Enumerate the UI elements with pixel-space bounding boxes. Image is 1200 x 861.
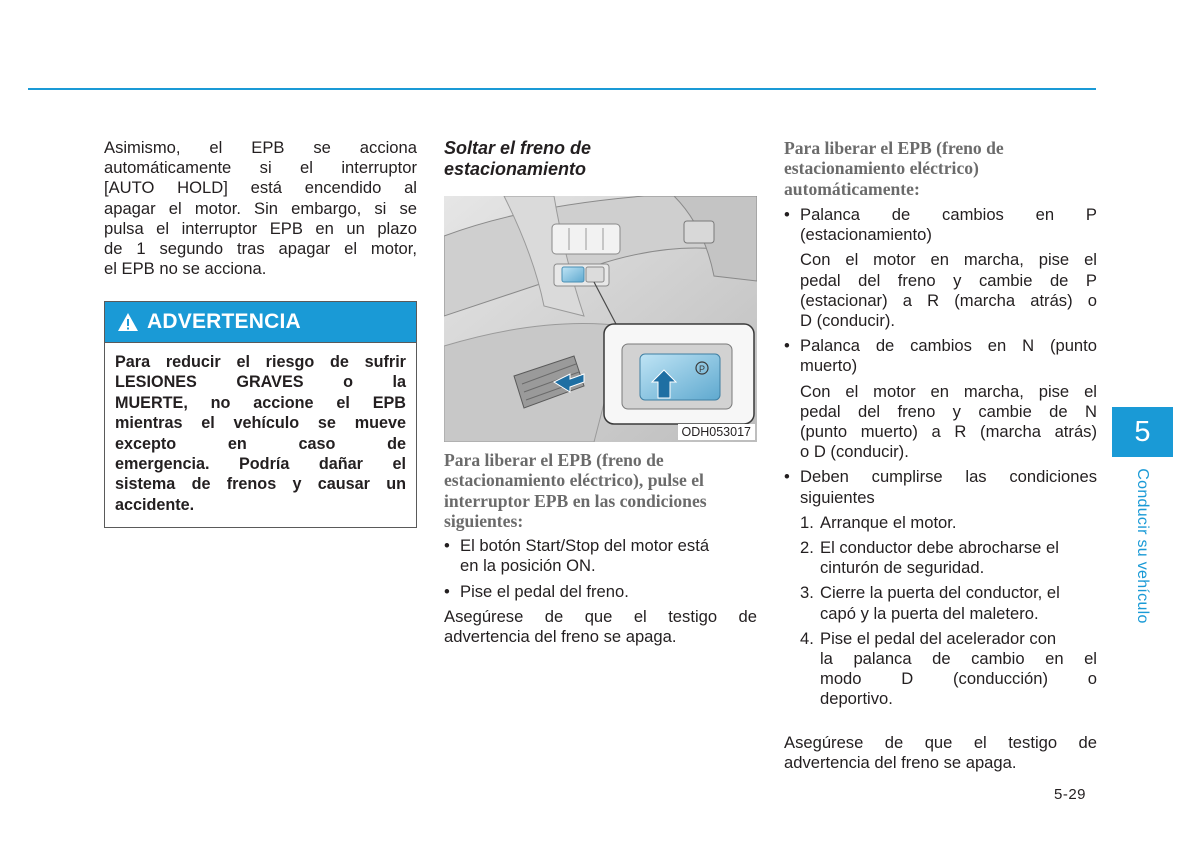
svg-text:P: P <box>699 364 706 374</box>
warning-text <box>105 343 416 515</box>
heading-line: Para liberar el EPB (freno de <box>444 450 664 470</box>
epb-switch-illustration <box>444 196 757 442</box>
detail-line: pedal del freno y cambie de N <box>800 401 1097 421</box>
text-line: de 1 segundo tras apagar el motor, <box>104 239 417 259</box>
list-item-line: muerto) <box>800 356 858 376</box>
bullet-dot: • <box>444 581 450 601</box>
heading-line: siguientes: <box>444 510 524 531</box>
text-line: el EPB no se acciona. <box>104 259 267 279</box>
text-line: Asegúrese de que el testigo de <box>784 732 1097 752</box>
list-item <box>784 205 1097 245</box>
heading-line: estacionamiento eléctrico) <box>784 158 979 179</box>
warning-line: LESIONES GRAVES o la <box>115 373 406 392</box>
intro-paragraph <box>104 138 417 279</box>
list-item-line: Palanca de cambios en P <box>800 204 1097 224</box>
bullet-dot: • <box>444 536 450 556</box>
heading-line: automáticamente: <box>784 178 920 199</box>
section-subhead <box>444 138 757 180</box>
list-item-line: El botón Start/Stop del motor está <box>460 536 710 556</box>
chapter-tab <box>1112 407 1173 457</box>
list-item <box>444 582 757 602</box>
warning-line: MUERTE, no accione el EPB <box>115 393 406 412</box>
column-1 <box>104 138 417 279</box>
closing-paragraph <box>784 733 1097 773</box>
item-number: 3. <box>800 583 814 603</box>
list-item-line: siguientes <box>800 487 875 507</box>
numbered-line: Pise el pedal del acelerador con <box>820 628 1057 648</box>
dashboard-illustration-svg <box>444 196 757 442</box>
numbered-item <box>784 629 1097 710</box>
numbered-line: Arranque el motor. <box>820 512 957 532</box>
detail-line: (punto muerto) a R (marcha atrás) <box>800 421 1097 441</box>
detail-line: pedal del freno y cambie de P <box>800 270 1097 290</box>
list-item <box>784 336 1097 376</box>
figure-code: ODH053017 <box>678 424 756 440</box>
detail-line: o D (conducir). <box>800 442 909 462</box>
subhead-line: estacionamiento <box>444 159 587 179</box>
heading-line: Para liberar el EPB (freno de <box>784 138 1004 158</box>
bullet-dot: • <box>784 467 790 487</box>
automatic-release-heading <box>784 138 1097 199</box>
list-item-line: (estacionamiento) <box>800 225 932 245</box>
numbered-line: modo D (conducción) o <box>820 669 1097 689</box>
numbered-line: deportivo. <box>820 689 893 709</box>
text-line: Asegúrese de que el testigo de <box>444 606 757 626</box>
text-line: automáticamente si el interruptor <box>104 158 417 178</box>
list-item-line: Deben cumplirse las condiciones <box>800 467 1097 487</box>
detail-line: D (conducir). <box>800 310 895 330</box>
numbered-item <box>784 583 1097 623</box>
detail-line: Con el motor en marcha, pise el <box>800 250 1097 270</box>
numbered-line: El conductor debe abrocharse el <box>820 537 1059 557</box>
column-2-body <box>444 450 757 647</box>
text-line: pulsa el interruptor EPB en un plazo <box>104 218 417 238</box>
release-conditions-heading <box>444 450 757 531</box>
warning-line: Para reducir el riesgo de sufrir <box>115 353 406 371</box>
warning-title: ADVERTENCIA <box>147 310 301 333</box>
warning-line: excepto en caso de <box>115 434 406 453</box>
item-number: 4. <box>800 628 814 648</box>
numbered-line: cinturón de seguridad. <box>820 558 985 578</box>
page-number: 5-29 <box>1054 786 1087 803</box>
list-item-line: Palanca de cambios en N (punto <box>800 336 1097 356</box>
warning-header <box>105 302 416 343</box>
bullet-dot: • <box>784 204 790 224</box>
list-item-line: Pise el pedal del freno. <box>460 581 629 601</box>
warning-line: mientras el vehículo se mueve <box>115 414 406 433</box>
warning-line: emergencia. Podría dañar el <box>115 455 406 474</box>
subhead-line: Soltar el freno de <box>444 138 592 158</box>
list-item-line: en la posición ON. <box>460 556 596 576</box>
numbered-item <box>784 538 1097 578</box>
numbered-item <box>784 513 1097 533</box>
item-number: 2. <box>800 537 814 557</box>
detail-line: Con el motor en marcha, pise el <box>800 381 1097 401</box>
detail-line: (estacionar) a R (marcha atrás) o <box>800 290 1097 310</box>
heading-line: estacionamiento eléctrico), pulse el <box>444 470 704 491</box>
list-item <box>784 467 1097 507</box>
closing-paragraph <box>444 607 757 647</box>
bullet-dot: • <box>784 336 790 356</box>
warning-line: accidente. <box>115 495 195 514</box>
numbered-line: capó y la puerta del maletero. <box>820 603 1039 623</box>
list-item-detail <box>784 250 1097 331</box>
text-line: Asimismo, el EPB se acciona <box>104 138 417 157</box>
text-line: advertencia del freno se apaga. <box>444 627 677 646</box>
warning-triangle-icon <box>117 312 139 332</box>
heading-line: interruptor EPB en las condiciones <box>444 490 707 511</box>
item-number: 1. <box>800 512 814 532</box>
warning-line: sistema de frenos y causar un <box>115 475 406 494</box>
column-2 <box>444 138 757 180</box>
warning-box <box>104 301 417 528</box>
header-rule <box>28 88 1096 90</box>
numbered-line: Cierre la puerta del conductor, el <box>820 583 1060 603</box>
text-line: [AUTO HOLD] está encendido al <box>104 178 417 198</box>
chapter-number: 5 <box>1134 415 1151 448</box>
list-item-detail <box>784 382 1097 463</box>
text-line: apagar el motor. Sin embargo, si se <box>104 198 417 218</box>
chapter-title: Conducir su vehículo <box>1134 468 1151 624</box>
column-3 <box>784 138 1097 773</box>
text-line: advertencia del freno se apaga. <box>784 752 1017 772</box>
numbered-line: la palanca de cambio en el <box>820 648 1097 668</box>
list-item <box>444 536 757 576</box>
